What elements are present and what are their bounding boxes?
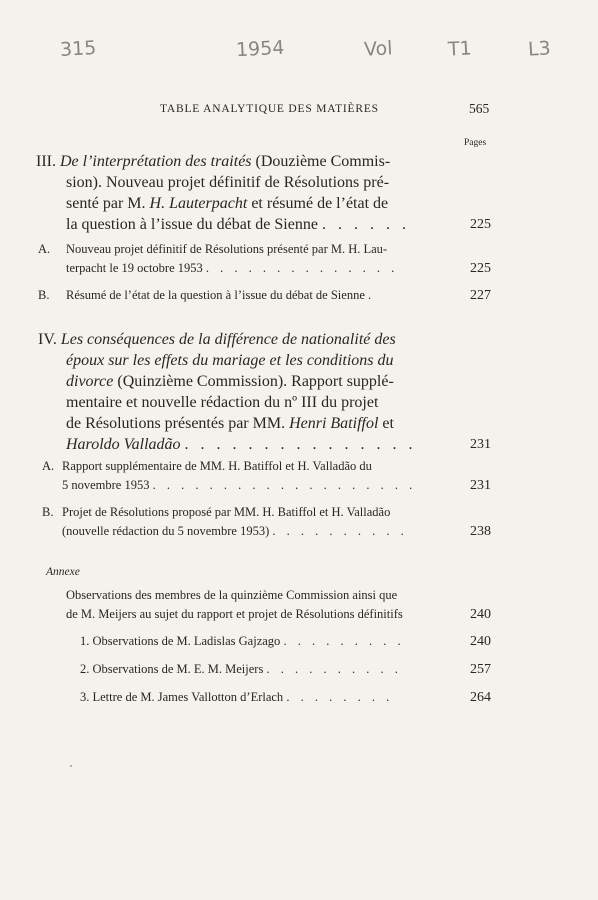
- paper-speck: [70, 765, 72, 767]
- page-ref: 238: [470, 524, 491, 539]
- dot-leaders: .: [368, 288, 372, 302]
- dot-leaders: . . . . . . . . .: [283, 634, 405, 648]
- handwritten-note: 315: [59, 37, 97, 61]
- dot-leaders: . . . . . . . . . . . . . . . . . . .: [152, 478, 417, 492]
- author-name: H. Lauterpacht: [149, 195, 248, 212]
- section-text: mentaire et nouvelle rédaction du nº III du projet: [66, 394, 379, 411]
- handwritten-note: 1954: [235, 36, 285, 62]
- entry-letter: B.: [38, 288, 50, 302]
- page-ref: 257: [470, 662, 491, 677]
- dot-leaders: . . . . . . . . . .: [272, 524, 408, 538]
- handwritten-annotations: [0, 38, 598, 78]
- page-ref: 264: [470, 690, 491, 705]
- section-text: et résumé de l’état de: [251, 195, 389, 212]
- entry-text: Nouveau projet définitif de Résolutions présenté par M. H. Lau-: [66, 242, 388, 256]
- author-name: Haroldo Valladão: [66, 436, 181, 453]
- handwritten-note: Vol: [363, 37, 393, 61]
- section-title: Les conséquences de la différence de nationalité des: [60, 331, 396, 348]
- dot-leaders: . . . . . . . . . . . . . .: [205, 261, 399, 275]
- dot-leaders: . . . . . . . . . .: [266, 662, 402, 676]
- page-ref: 225: [470, 261, 491, 276]
- entry-letter: A.: [38, 242, 51, 256]
- entry-letter: B.: [42, 505, 54, 519]
- section-title: De l’interprétation des traités: [59, 153, 252, 170]
- section-numeral: IV.: [38, 331, 57, 348]
- handwritten-note: T1: [447, 37, 473, 61]
- pages-column-label: Pages: [464, 138, 487, 148]
- entry-text: Résumé de l’état de la question à l’issue du débat de Sienne: [66, 288, 365, 302]
- page-ref: 240: [470, 607, 491, 622]
- entry-text: 1. Observations de M. Ladislas Gajzago: [80, 634, 281, 648]
- page-ref: 225: [470, 217, 491, 232]
- page-ref: 231: [470, 437, 491, 452]
- dot-leaders: . . . . . . . . . . . . . . .: [184, 436, 417, 453]
- entry-text: 5 novembre 1953: [62, 478, 150, 492]
- running-title: TABLE ANALYTIQUE DES MATIÈRES: [160, 103, 379, 115]
- section-text: sion). Nouveau projet définitif de Résolutions pré-: [66, 174, 390, 191]
- page-ref: 231: [470, 478, 491, 493]
- annexe-label: Annexe: [46, 566, 80, 578]
- entry-text: Observations des membres de la quinzième Commission ainsi que: [66, 588, 398, 602]
- section-text: et: [382, 415, 394, 432]
- entry-text: Projet de Résolutions proposé par MM. H. Batiffol et H. Valladão: [62, 505, 391, 519]
- entry-text: terpacht le 19 octobre 1953: [66, 261, 203, 275]
- page-ref: 240: [470, 634, 491, 649]
- entry-text: (nouvelle rédaction du 5 novembre 1953): [62, 524, 270, 538]
- dot-leaders: . . . . . . . .: [286, 690, 394, 704]
- page-ref: 227: [470, 288, 491, 303]
- entry-text: 3. Lettre de M. James Vallotton d’Erlach: [80, 690, 284, 704]
- section-text: senté par M.: [66, 195, 146, 212]
- section-title: époux sur les effets du mariage et les conditions du: [66, 352, 394, 369]
- section-numeral: III.: [36, 153, 56, 170]
- section-text: (Douzième Commis-: [255, 153, 391, 170]
- entry-text: de M. Meijers au sujet du rapport et projet de Résolutions définitifs: [66, 607, 403, 621]
- section-title: divorce: [66, 373, 114, 390]
- section-text: de Résolutions présentés par MM.: [66, 415, 286, 432]
- entry-text: Rapport supplémentaire de MM. H. Batiffol et H. Valladão du: [62, 459, 372, 473]
- entry-text: 2. Observations de M. E. M. Meijers: [80, 662, 264, 676]
- section-text: (Quinzième Commission). Rapport supplé-: [117, 373, 394, 390]
- page-number: 565: [469, 101, 490, 116]
- dot-leaders: . . . . . .: [321, 216, 410, 233]
- handwritten-note: L3: [527, 37, 552, 61]
- author-name: Henri Batiffol: [289, 415, 379, 432]
- entry-letter: A.: [42, 459, 55, 473]
- section-text: la question à l’issue du débat de Sienne: [66, 216, 318, 233]
